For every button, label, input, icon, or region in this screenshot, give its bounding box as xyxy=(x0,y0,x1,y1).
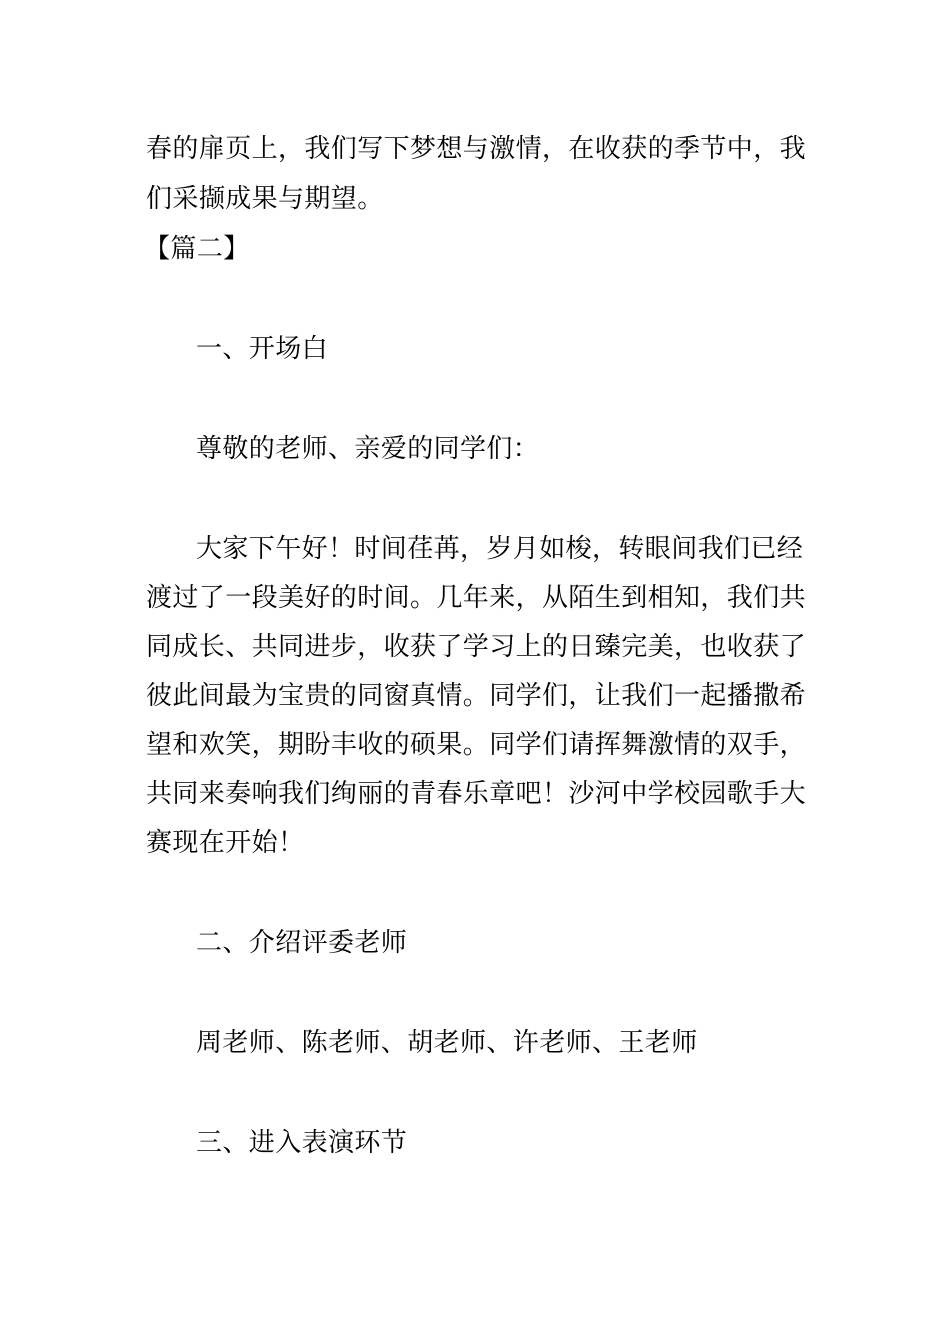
salutation: 尊敬的老师、亲爱的同学们： xyxy=(196,434,540,464)
opening-paragraph-line-6: 共同来奏响我们绚丽的青春乐章吧！沙河中学校园歌手大 xyxy=(146,779,807,809)
judges-list: 周老师、陈老师、胡老师、许老师、王老师 xyxy=(196,1028,698,1058)
judges-heading: 二、介绍评委老师 xyxy=(196,928,408,958)
performance-heading: 三、进入表演环节 xyxy=(196,1128,408,1158)
opening-heading: 一、开场白 xyxy=(196,334,329,364)
opening-paragraph-line-3: 同成长、共同进步，收获了学习上的日臻完美，也收获了 xyxy=(146,632,807,662)
opening-paragraph-line-2: 渡过了一段美好的时间。几年来，从陌生到相知，我们共 xyxy=(146,583,807,613)
opening-paragraph-line-7: 赛现在开始！ xyxy=(146,828,305,858)
opening-paragraph-line-1: 大家下午好！时间荏苒，岁月如梭，转眼间我们已经 xyxy=(196,534,804,564)
opening-paragraph-line-4: 彼此间最为宝贵的同窗真情。同学们，让我们一起播撒希 xyxy=(146,681,807,711)
opening-paragraph-line-5: 望和欢笑，期盼丰收的硕果。同学们请挥舞激情的双手， xyxy=(146,730,807,760)
continuation-line-2: 们采撷成果与期望。 xyxy=(146,184,384,214)
section-heading: 【篇二】 xyxy=(144,234,250,264)
continuation-line-1: 春的扉页上，我们写下梦想与激情，在收获的季节中，我 xyxy=(146,134,807,164)
